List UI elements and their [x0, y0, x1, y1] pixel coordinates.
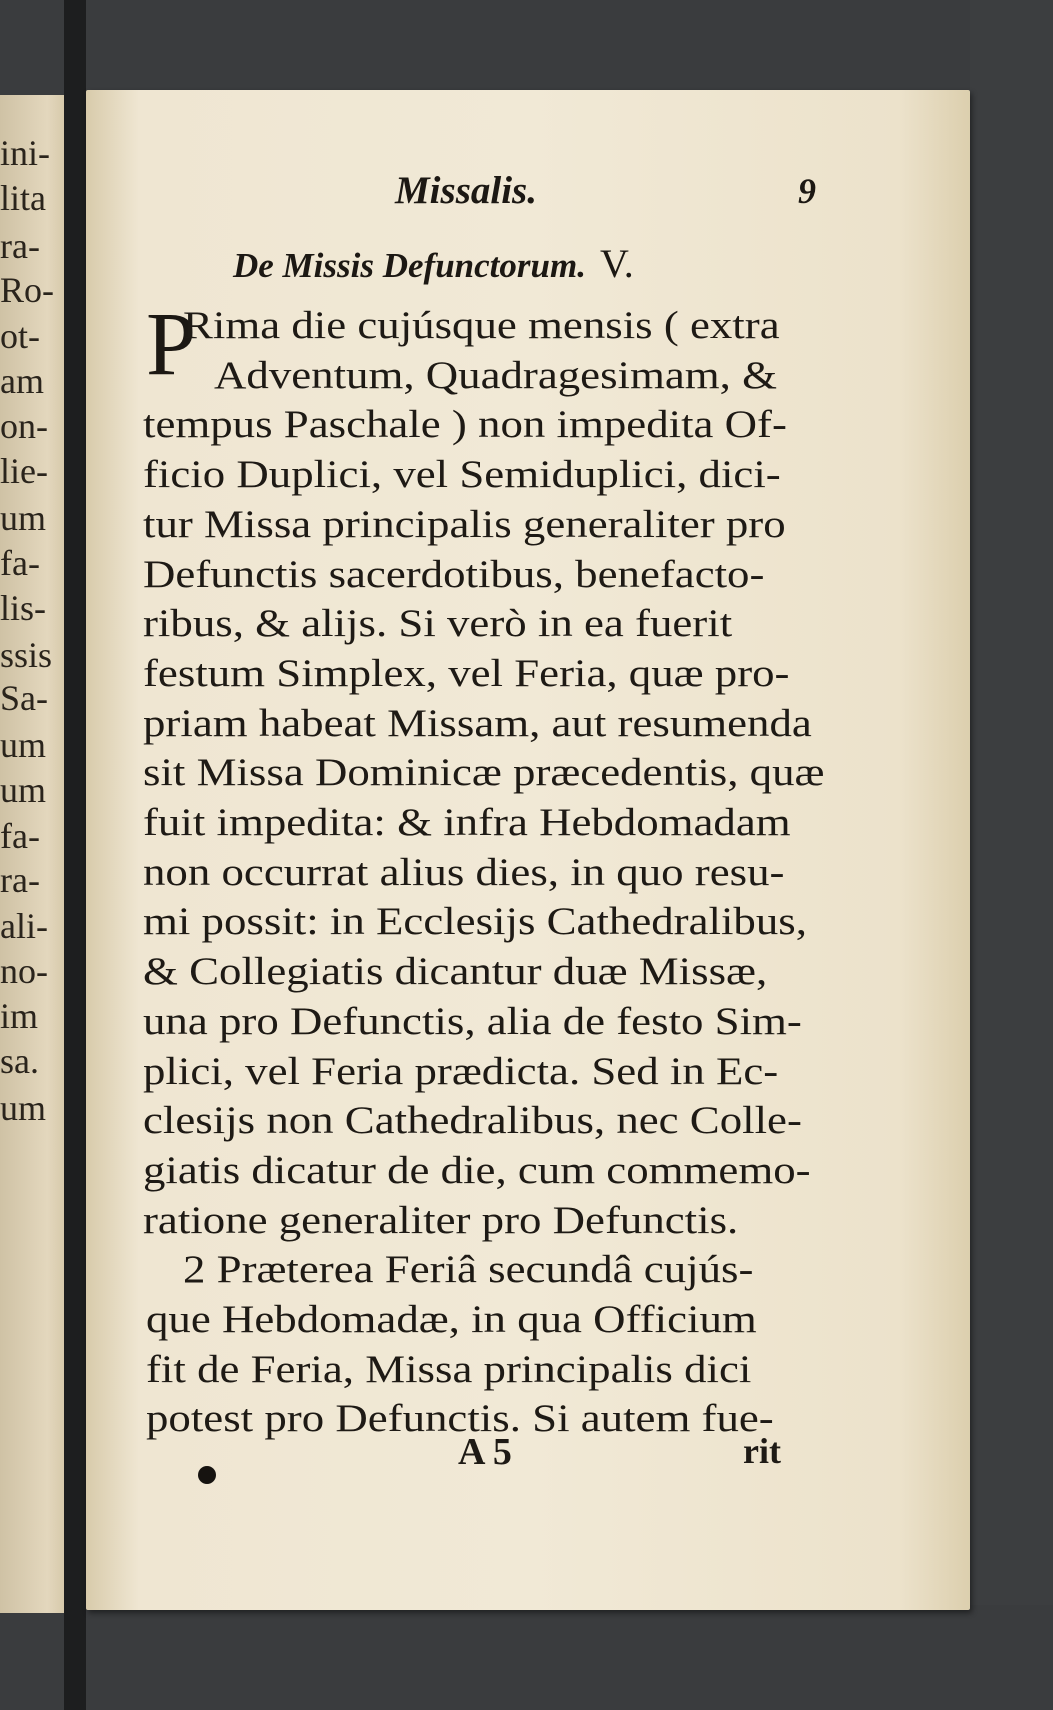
left-page-fragment: Sa- — [0, 678, 48, 718]
left-page-fragment: lis- — [0, 588, 47, 628]
background-top — [0, 0, 1053, 95]
drop-cap: P — [146, 295, 197, 394]
body-line: giatis dicatur de die, cum commemo- — [143, 1149, 811, 1192]
body-line: ribus, & alijs. Si verò in ea fuerit — [143, 602, 733, 645]
body-line: ratione generaliter pro Defunctis. — [143, 1199, 739, 1242]
left-page-fragment: am — [0, 361, 44, 401]
page-number: 9 — [798, 171, 816, 211]
body-line: mi possit: in Ecclesijs Cathedralibus, — [143, 900, 807, 943]
book-gutter — [64, 0, 86, 1710]
body-line: una pro Defunctis, alia de festo Sim- — [143, 1000, 802, 1043]
left-page-fragment: um — [0, 1088, 47, 1128]
left-page-fragment: um — [0, 725, 47, 765]
section-heading — [233, 240, 634, 287]
body-line: potest pro Defunctis. Si autem fue- — [146, 1397, 774, 1440]
section-heading-title: De Missis Defunctorum. — [233, 246, 586, 285]
body-line: tur Missa principalis generaliter pro — [143, 503, 786, 546]
body-line: 2 Præterea Feriâ secundâ cujús- — [183, 1248, 754, 1291]
body-line: Adventum, Quadragesimam, & — [214, 354, 777, 397]
left-page-fragment: ra- — [0, 226, 40, 266]
left-page-fragment: lie- — [0, 451, 48, 491]
body-line: festum Simplex, vel Feria, quæ pro- — [143, 652, 790, 695]
left-page-fragment: um — [0, 770, 47, 810]
running-head-title: Missalis. — [395, 169, 537, 212]
left-page-fragment: sa. — [0, 1041, 39, 1081]
body-line: que Hebdomadæ, in qua Officium — [146, 1298, 757, 1341]
body-line: clesijs non Cathedralibus, nec Colle- — [143, 1099, 802, 1142]
body-line: fuit impedita: & infra Hebdomadam — [143, 801, 791, 844]
left-page-fragment: ra- — [0, 860, 40, 900]
background-right — [970, 0, 1053, 1710]
body-line: ficio Duplici, vel Semiduplici, dici- — [143, 453, 781, 496]
left-page-fragment: Ro- — [0, 270, 54, 310]
body-line: Rima die cujúsque mensis ( extra — [183, 304, 780, 347]
left-page-fragment: ali- — [0, 906, 48, 946]
body-line: & Collegiatis dicantur duæ Missæ, — [143, 950, 768, 993]
left-page-fragment: ot- — [0, 316, 40, 356]
body-line: plici, vel Feria prædicta. Sed in Ec- — [143, 1050, 779, 1093]
left-page-fragment: no- — [0, 951, 48, 991]
left-page-fragment: on- — [0, 406, 48, 446]
left-page-fragment: ssis — [0, 635, 53, 675]
section-number: V. — [599, 241, 634, 286]
signature-mark: A 5 — [458, 1431, 512, 1473]
ink-dot — [198, 1466, 216, 1484]
body-line: Defunctis sacerdotibus, benefacto- — [143, 553, 765, 596]
background-bottom — [0, 1605, 1053, 1710]
body-line: non occurrat alius dies, in quo resu- — [143, 851, 785, 894]
left-page-fragment: fa- — [0, 543, 40, 583]
body-line: priam habeat Missam, aut resumenda — [143, 702, 812, 745]
body-line: sit Missa Dominicæ præcedentis, quæ — [143, 751, 825, 794]
body-line: tempus Paschale ) non impedita Of- — [143, 403, 787, 446]
catchword: rit — [743, 1431, 781, 1471]
left-page-fragment: ini- — [0, 133, 50, 173]
left-page-fragment: fa- — [0, 816, 40, 856]
left-page-fragment: im — [0, 996, 39, 1036]
left-page-fragment: lita — [0, 178, 46, 218]
left-page-fragment: um — [0, 498, 47, 538]
body-line: fit de Feria, Missa principalis dici — [146, 1348, 752, 1391]
